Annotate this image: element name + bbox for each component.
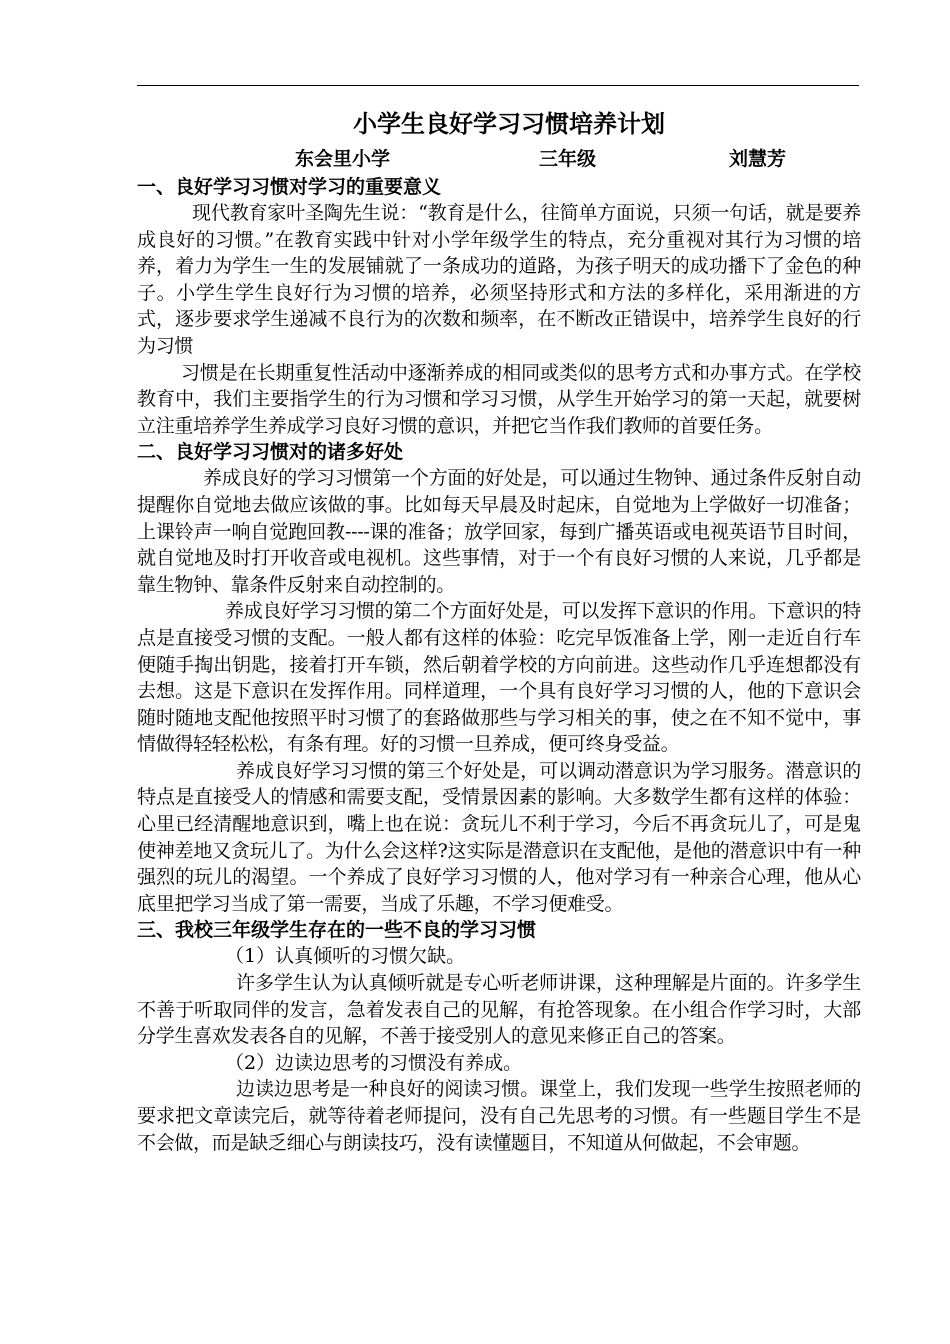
section-heading-2: 二、良好学习习惯对的诸多好处: [137, 441, 404, 464]
paragraph: 边读边思考是一种良好的阅读习惯。课堂上，我们发现一些学生按照老师的要求把文章读完后，就等待着老师提问，没有自己先思考的习惯。有一些题目学生不是不会做，而是缺乏细心与朗读技巧，没有读懂题目，不知道从何做起，不会审题。: [137, 1078, 861, 1154]
author-name: 刘慧芳: [729, 148, 787, 170]
grade-label: 三年级: [539, 148, 597, 170]
list-item-label: （1）认真倾听的习惯欠缺。: [225, 945, 466, 968]
paragraph: 许多学生认为认真倾听就是专心听老师讲课，这种理解是片面的。许多学生不善于听取同伴的发言，急着发表自己的见解，有抢答现象。在小组合作学习时，大部分学生喜欢发表各自的见解，不善于接受别人的意见来修正自己的答案。: [137, 972, 861, 1048]
header-rule: [137, 85, 859, 86]
paragraph: 养成良好学习习惯的第二个方面好处是，可以发挥下意识的作用。下意识的特点是直接受习惯的支配。一般人都有这样的体验：吃完早饭准备上学，刚一走近自行车便随手掏出钥匙，接着打开车锁，然后朝着学校的方向前进。这些动作几乎连想都没有去想。这是下意识在发挥作用。同样道理，一个具有良好学习习惯的人，他的下意识会随时随地支配他按照平时习惯了的套路做那些与学习相关的事，使之在不知不觉中，事情做得轻轻松松，有条有理。好的习惯一旦养成，便可终身受益。: [137, 600, 861, 756]
list-item-label: （2）边读边思考的习惯没有养成。: [225, 1051, 523, 1074]
paragraph: 习惯是在长期重复性活动中逐渐养成的相同或类似的思考方式和办事方式。在学校教育中，我们主要指学生的行为习惯和学习习惯，从学生开始学习的第一天起，就要树立注重培养学生养成学习良好习惯的意识，并把它当作我们教师的首要任务。: [137, 361, 861, 437]
document-body: [137, 104, 861, 1156]
school-name: 东会里小学: [295, 148, 391, 170]
section-heading-3: 三、我校三年级学生存在的一些不良的学习习惯: [137, 919, 537, 942]
paragraph: 养成良好的学习习惯第一个方面的好处是，可以通过生物钟、通过条件反射自动提醒你自觉地去做应该做的事。比如每天早晨及时起床，自觉地为上学做好一切准备；上课铃声一响自觉跑回教----课的准备；放学回家，每到广播英语或电视英语节目时间，就自觉地及时打开收音或电视机。这些事情，对于一个有良好习惯的人来说，几乎都是靠生物钟、靠条件反射来自动控制的。: [137, 467, 861, 596]
byline: [137, 144, 861, 174]
paragraph: 现代教育家叶圣陶先生说：“教育是什么，往简单方面说，只须一句话，就是要养成良好的习惯。”在教育实践中针对小学年级学生的特点，充分重视对其行为习惯的培养，着力为学生一生的发展铺就了一条成功的道路，为孩子明天的成功播下了金色的种子。小学生学生良好行为习惯的培养，必须坚持形式和方法的多样化，采用渐进的方式，逐步要求学生递减不良行为的次数和频率，在不断改正错误中，培养学生良好的行为习惯: [137, 202, 861, 357]
section-heading-1: 一、良好学习习惯对学习的重要意义: [137, 176, 442, 198]
document-title: 小学生良好学习习惯培养计划: [353, 109, 665, 138]
paragraph: 养成良好学习习惯的第三个好处是，可以调动潜意识为学习服务。潜意识的特点是直接受人的情感和需要支配，受情景因素的影响。大多数学生都有这样的体验：心里已经清醒地意识到，嘴上也在说：贪玩儿不利于学习，今后不再贪玩儿了，可是鬼使神差地又贪玩儿了。为什么会这样?这实际是潜意识在支配他，是他的潜意识中有一种强烈的玩儿的渴望。一个养成了良好学习习惯的人，他对学习有一种亲合心理，他从心底里把学习当成了第一需要，当成了乐趣，不学习便难受。: [137, 759, 861, 915]
